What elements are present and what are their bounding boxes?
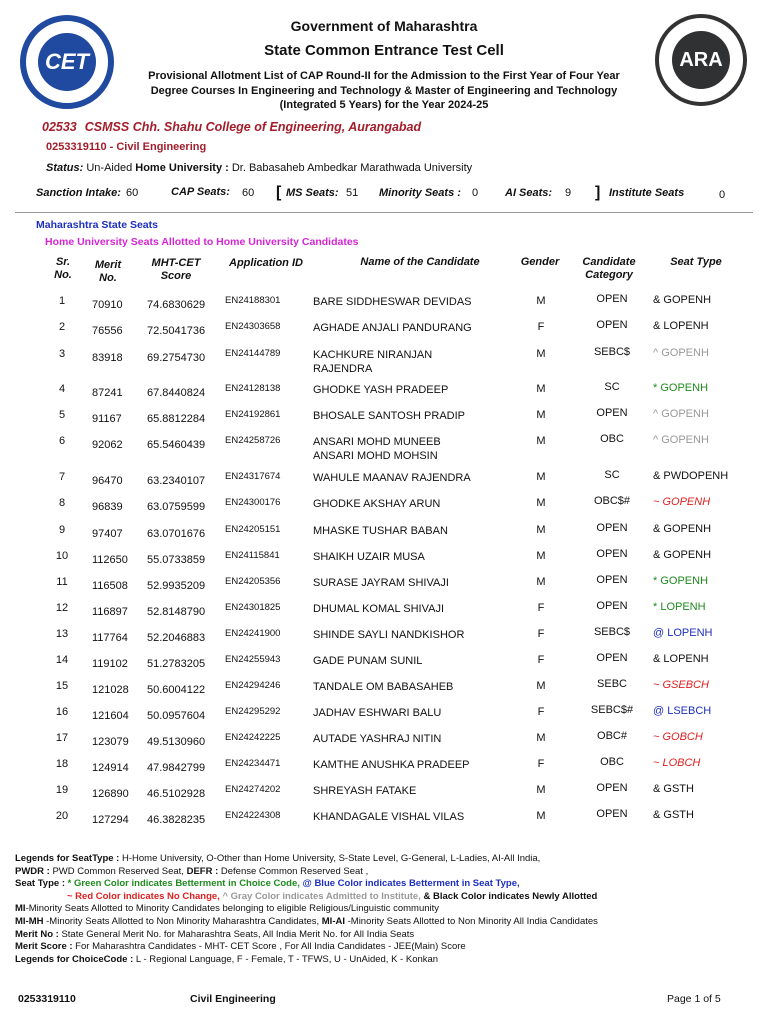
cell-merit-no: 116508	[92, 580, 128, 592]
cell-score: 65.8812284	[147, 413, 206, 425]
cell-category: OPEN	[596, 574, 628, 586]
status-label: Status:	[46, 162, 84, 174]
cell-seat-type: * GOPENH	[653, 575, 709, 587]
cell-candidate-name: BHOSALE SANTOSH PRADIP	[313, 410, 466, 422]
cell-application-id: EN24303658	[225, 321, 281, 332]
cell-gender: M	[536, 348, 546, 360]
cell-sr-no: 11	[56, 576, 68, 588]
cell-category: OBC	[600, 756, 624, 768]
college-heading	[42, 120, 429, 134]
cell-merit-no: 70910	[92, 299, 123, 311]
cap-seats-value: 60	[242, 187, 255, 199]
cell-score: 52.2046883	[147, 632, 206, 644]
table-row	[0, 523, 768, 549]
col-header-merit-no	[88, 259, 128, 285]
institute-seats-value: 0	[719, 189, 726, 201]
home-university-label: Home University :	[135, 162, 229, 174]
cell-candidate-name: KAMTHE ANUSHKA PRADEEP	[313, 759, 470, 771]
cell-score: 67.8440824	[147, 387, 206, 399]
cell-application-id: EN24301825	[225, 602, 281, 613]
footer-course-code: 0253319110	[18, 993, 76, 1005]
cell-candidate-name: GADE PUNAM SUNIL	[313, 655, 423, 667]
cell-category: OBC	[600, 433, 624, 445]
cell-category: SC	[604, 381, 620, 393]
cell-gender: M	[536, 409, 546, 421]
cell-sr-no: 5	[58, 409, 66, 421]
table-row	[0, 601, 768, 627]
col-header-score-2: Score	[160, 270, 192, 282]
cell-candidate-name: GHODKE YASH PRADEEP	[313, 384, 449, 396]
ms-seats-label: MS Seats:	[286, 187, 339, 199]
cell-candidate-name-line-2: RAJENDRA	[313, 363, 373, 375]
cell-application-id: EN24205151	[225, 524, 281, 535]
table-row	[0, 408, 768, 434]
cell-category: OPEN	[596, 407, 628, 419]
col-header-score	[145, 257, 207, 283]
government-title: Government of Maharashtra	[290, 18, 478, 34]
legend-minority: MI-Minority Seats Allotted to Minority Candidates belonging to eligible Religious/Linguistic community	[15, 903, 440, 915]
cell-application-id: EN24295292	[225, 706, 281, 717]
cell-category: OPEN	[596, 782, 628, 794]
cell-score: 65.5460439	[147, 439, 206, 451]
cell-seat-type: ~ GOPENH	[653, 496, 711, 508]
cell-seat-type: ^ GOPENH	[653, 408, 709, 420]
cell-merit-no: 117764	[92, 632, 128, 644]
col-header-sr-no	[48, 256, 78, 282]
college-code: 02533	[42, 120, 77, 134]
cell-candidate-name: KHANDAGALE VISHAL VILAS	[313, 811, 465, 823]
cell-sr-no: 9	[58, 524, 66, 536]
cell-candidate-name: DHUMAL KOMAL SHIVAJI	[313, 603, 445, 615]
cell-gender: M	[536, 435, 546, 447]
close-bracket: ]	[595, 184, 601, 201]
cell-category: OPEN	[596, 522, 628, 534]
cell-gender: M	[536, 471, 546, 483]
table-row	[0, 575, 768, 601]
cell-seat-type: @ LSEBCH	[653, 705, 712, 717]
col-header-merit-1: Merit	[94, 259, 122, 271]
cell-score: 46.5102928	[147, 788, 206, 800]
ai-seats-value: 9	[565, 187, 572, 199]
cell-seat-type: ~ LOBCH	[653, 757, 701, 769]
legend-minority-mh-ai: MI-MH -Minority Seats Allotted to Non Minority Maharashtra Candidates, MI-AI -Minority Seats Allotted to Non Minority All India Candidates	[15, 915, 598, 927]
cell-candidate-name: SHINDE SAYLI NANDKISHOR	[313, 629, 465, 641]
cell-candidate-name: AGHADE ANJALI PANDURANG	[313, 322, 472, 334]
cell-gender: F	[537, 758, 545, 770]
ai-seats-label: AI Seats:	[505, 187, 553, 199]
cell-sr-no: 3	[58, 348, 66, 360]
col-header-category	[578, 256, 640, 282]
cell-gender: F	[537, 321, 545, 333]
table-row	[0, 382, 768, 408]
legend-seattype: Legends for SeatType : H-Home University, O-Other than Home University, S-State Level, G-General, L-Ladies, AI-All India,	[15, 853, 541, 864]
table-row	[0, 679, 768, 705]
col-header-score-1: MHT-CET	[151, 257, 201, 269]
cell-category: SEBC$	[593, 346, 631, 358]
cell-gender: M	[536, 295, 546, 307]
cell-candidate-name: BARE SIDDHESWAR DEVIDAS	[313, 296, 472, 308]
cell-category: OBC$#	[593, 495, 631, 507]
cell-score: 50.6004122	[147, 684, 206, 696]
cell-sr-no: 7	[58, 471, 66, 483]
cell-gender: M	[536, 576, 546, 588]
cell-score: 63.2340107	[147, 475, 206, 487]
cell-sr-no: 1	[58, 295, 66, 307]
cell-merit-no: 83918	[92, 352, 123, 364]
cell-candidate-name: SHAIKH UZAIR MUSA	[313, 551, 425, 563]
cell-sr-no: 6	[58, 435, 66, 447]
cell-category: OPEN	[596, 319, 628, 331]
cell-score: 52.9935209	[147, 580, 206, 592]
cap-seats-label: CAP Seats:	[171, 186, 230, 198]
cell-sr-no: 19	[55, 784, 69, 796]
cell-category: OPEN	[596, 293, 628, 305]
cell-application-id: EN24241900	[225, 628, 281, 639]
cell-score: 50.0957604	[147, 710, 206, 722]
cell-application-id: EN24317674	[225, 471, 281, 482]
cell-gender: M	[536, 550, 546, 562]
cell-gender: F	[537, 706, 545, 718]
table-row	[0, 320, 768, 346]
cell-sr-no: 12	[55, 602, 69, 614]
cell-category: SEBC$#	[590, 704, 634, 716]
table-row	[0, 434, 768, 460]
table-row	[0, 549, 768, 575]
col-header-sr-2: No.	[54, 269, 72, 281]
cell-score: 52.8148790	[147, 606, 206, 618]
status-value: Un-Aided	[86, 162, 133, 174]
legend-block	[15, 853, 598, 966]
cell-candidate-name: SHREYASH FATAKE	[313, 785, 417, 797]
cell-sr-no: 20	[55, 810, 69, 822]
cell-candidate-name: WAHULE MAANAV RAJENDRA	[313, 472, 471, 484]
cell-gender: M	[536, 680, 546, 692]
cell-seat-type: * GOPENH	[653, 382, 709, 394]
cell-category: OPEN	[596, 808, 628, 820]
cell-candidate-name: TANDALE OM BABASAHEB	[313, 681, 454, 693]
cell-application-id: EN24274202	[225, 784, 281, 795]
college-name: CSMSS Chh. Shahu College of Engineering, Aurangabad	[84, 120, 422, 134]
cell-candidate-name-line-2: ANSARI MOHD MOHSIN	[313, 450, 438, 462]
cell-merit-no: 121604	[92, 710, 129, 722]
cell-candidate-name: KACHKURE NIRANJAN	[313, 349, 433, 361]
cell-seat-type: ^ GOPENH	[653, 347, 709, 359]
cell-category: SEBC	[597, 678, 627, 690]
cell-category: OPEN	[596, 600, 628, 612]
course-heading: 0253319110 - Civil Engineering	[46, 141, 207, 153]
cell-sr-no: 18	[55, 758, 69, 770]
cell-seat-type: ~ GOBCH	[653, 731, 703, 743]
document-title-line-2: Degree Courses In Engineering and Technology & Master of Engineering and Technology	[150, 84, 618, 97]
legend-seat-colors: Seat Type : * Green Color indicates Betterment in Choice Code, @ Blue Color indicates Betterment in Seat Type,	[15, 878, 520, 890]
col-header-gender: Gender	[520, 256, 560, 268]
cell-application-id: EN24242225	[225, 732, 281, 743]
cell-sr-no: 17	[55, 732, 69, 744]
cell-gender: M	[536, 732, 546, 744]
table-row	[0, 653, 768, 679]
cell-gender: F	[537, 654, 545, 666]
cell-seat-type: & LOPENH	[653, 653, 709, 665]
col-header-seat-type: Seat Type	[670, 256, 722, 268]
col-header-category-1: Candidate	[582, 256, 636, 268]
cell-category: SC	[604, 469, 620, 481]
cell-sr-no: 16	[55, 706, 69, 718]
cell-seat-type: & GOPENH	[653, 523, 712, 535]
cell-seat-type: & GOPENH	[653, 294, 712, 306]
cell-merit-no: 87241	[92, 387, 123, 399]
cell-category: OPEN	[596, 548, 628, 560]
cell-candidate-name: MHASKE TUSHAR BABAN	[313, 525, 448, 537]
open-bracket: [	[276, 184, 282, 201]
cell-seat-type: @ LOPENH	[653, 627, 713, 639]
cet-logo-text: CET	[38, 33, 96, 91]
cell-sr-no: 15	[55, 680, 69, 692]
cell-merit-no: 91167	[92, 413, 122, 425]
cell-candidate-name: AUTADE YASHRAJ NITIN	[313, 733, 442, 745]
cell-sr-no: 8	[58, 497, 66, 509]
cell-title: State Common Entrance Test Cell	[264, 42, 504, 59]
cell-category: SEBC$	[593, 626, 631, 638]
cell-seat-type: & LOPENH	[653, 320, 709, 332]
table-row	[0, 731, 768, 757]
ms-seats-value: 51	[346, 187, 359, 199]
cell-seat-type: & PWDOPENH	[653, 470, 729, 482]
cell-application-id: EN24234471	[225, 758, 281, 769]
home-university-value: Dr. Babasaheb Ambedkar Marathwada University	[231, 162, 473, 174]
col-header-sr-1: Sr.	[55, 256, 71, 268]
document-title-line-1: Provisional Allotment List of CAP Round-II for the Admission to the First Year of Four Year	[148, 70, 620, 82]
document-title	[0, 69, 768, 113]
cell-gender: M	[536, 784, 546, 796]
table-row	[0, 783, 768, 809]
legend-merit-no: Merit No : State General Merit No. for Maharashtra Seats, All India Merit No. for All India Seats	[15, 928, 415, 940]
col-header-category-2: Category	[585, 269, 633, 281]
cell-gender: M	[536, 383, 546, 395]
cell-application-id: EN24188301	[225, 295, 281, 306]
cell-seat-type: & GSTH	[653, 809, 694, 821]
col-header-merit-2: No.	[99, 272, 117, 284]
legend-pwdr: PWDR : PWD Common Reserved Seat, DEFR : Defense Common Reserved Seat ,	[15, 865, 369, 877]
header-divider	[15, 212, 753, 213]
cell-sr-no: 2	[58, 321, 66, 333]
document-title-line-3: (Integrated 5 Years) for the Year 2024-25	[279, 99, 489, 111]
cell-application-id: EN24294246	[225, 680, 281, 691]
cell-merit-no: 124914	[92, 762, 129, 774]
status-line	[46, 162, 472, 174]
cell-application-id: EN24300176	[225, 497, 281, 508]
cell-gender: F	[537, 628, 545, 640]
cell-application-id: EN24128138	[225, 383, 281, 394]
cell-gender: M	[536, 810, 546, 822]
cell-merit-no: 112650	[92, 554, 128, 566]
cell-merit-no: 119102	[92, 658, 128, 670]
cell-application-id: EN24115841	[225, 550, 280, 561]
table-row	[0, 757, 768, 783]
cell-merit-no: 92062	[92, 439, 123, 451]
minority-seats-value: 0	[472, 187, 479, 199]
section-subtitle: Home University Seats Allotted to Home University Candidates	[45, 236, 359, 248]
cell-score: 49.5130960	[147, 736, 206, 748]
legend-choicecode: Legends for ChoiceCode : L - Regional Language, F - Female, T - TFWS, U - UnAided, K - Konkan	[15, 953, 439, 965]
cell-score: 46.3828235	[147, 814, 206, 826]
cell-gender: F	[537, 602, 545, 614]
cell-candidate-name: JADHAV ESHWARI BALU	[313, 707, 442, 719]
cell-sr-no: 4	[58, 383, 66, 395]
minority-seats-label: Minority Seats :	[379, 187, 461, 199]
table-row	[0, 294, 768, 320]
sanction-intake-label: Sanction Intake:	[36, 187, 121, 199]
cell-score: 51.2783205	[147, 658, 206, 670]
cell-candidate-name: SURASE JAYRAM SHIVAJI	[313, 577, 449, 589]
ara-logo-text: ARA	[672, 31, 730, 89]
cell-category: OBC#	[597, 730, 627, 742]
cell-merit-no: 121028	[92, 684, 129, 696]
cell-merit-no: 97407	[92, 528, 123, 540]
cell-sr-no: 14	[55, 654, 69, 666]
cell-merit-no: 126890	[92, 788, 129, 800]
legend-seat-colors-2: ~ Red Color indicates No Change, ^ Gray Color indicates Admitted to Institute, & Black Color indicates Newly Allotted	[67, 890, 598, 902]
cell-candidate-name: GHODKE AKSHAY ARUN	[313, 498, 441, 510]
cell-application-id: EN24192861	[225, 409, 281, 420]
cell-score: 63.0759599	[147, 501, 206, 513]
cell-sr-no: 10	[55, 550, 69, 562]
table-row	[0, 627, 768, 653]
col-header-name: Name of the Candidate	[360, 256, 480, 268]
cell-merit-no: 96839	[92, 501, 123, 513]
table-row	[0, 705, 768, 731]
section-title: Maharashtra State Seats	[36, 219, 158, 231]
footer-course-name: Civil Engineering	[190, 993, 276, 1005]
cell-score: 47.9842799	[147, 762, 206, 774]
cell-score: 55.0733859	[147, 554, 206, 566]
page-number: Page 1 of 5	[667, 993, 721, 1005]
table-row	[0, 470, 768, 496]
institute-seats-label: Institute Seats	[609, 187, 685, 199]
cell-application-id: EN24258726	[225, 435, 281, 446]
cell-merit-no: 76556	[92, 325, 123, 337]
table-row	[0, 809, 768, 835]
cell-gender: M	[536, 524, 546, 536]
cell-gender: M	[536, 497, 546, 509]
cell-score: 72.5041736	[147, 325, 206, 337]
cell-category: OPEN	[596, 652, 628, 664]
table-row	[0, 347, 768, 373]
cell-seat-type: ~ GSEBCH	[653, 679, 709, 691]
cell-seat-type: & GOPENH	[653, 549, 712, 561]
cell-score: 69.2754730	[147, 352, 206, 364]
cell-score: 74.6830629	[147, 299, 206, 311]
cell-application-id: EN24224308	[225, 810, 281, 821]
cell-seat-type: ^ GOPENH	[653, 434, 709, 446]
sanction-intake-value: 60	[126, 187, 139, 199]
cell-candidate-name: ANSARI MOHD MUNEEB	[313, 436, 441, 448]
col-header-application-id: Application ID	[229, 257, 303, 269]
cell-seat-type: * LOPENH	[653, 601, 706, 613]
cell-application-id: EN24144789	[225, 348, 281, 359]
cell-application-id: EN24255943	[225, 654, 281, 665]
cell-score: 63.0701676	[147, 528, 206, 540]
cell-sr-no: 13	[55, 628, 69, 640]
cell-merit-no: 123079	[92, 736, 129, 748]
table-row	[0, 496, 768, 522]
cell-seat-type: & GSTH	[653, 783, 694, 795]
legend-merit-score: Merit Score : For Maharashtra Candidates - MHT- CET Score , For All India Candidates - JEE(Main) Score	[15, 941, 466, 953]
cell-merit-no: 127294	[92, 814, 129, 826]
cell-application-id: EN24205356	[225, 576, 281, 587]
cell-merit-no: 116897	[92, 606, 128, 618]
cell-merit-no: 96470	[92, 475, 123, 487]
